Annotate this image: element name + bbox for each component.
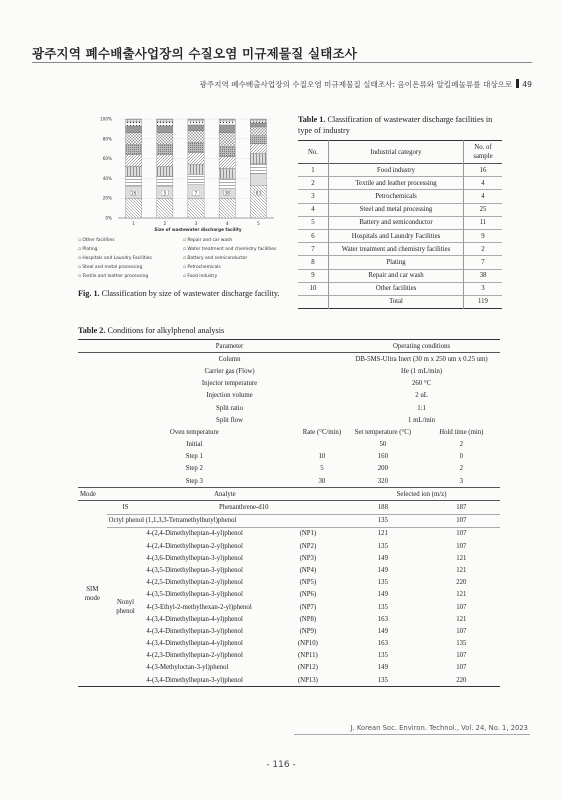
- table-2-sim-mode: SIM mode: [84, 585, 100, 602]
- legend-item: [78, 274, 183, 279]
- table-2-nonyl-compound: 4-(2,4-Dimethylheptan-2-yl)phenol: [146, 542, 243, 550]
- table-2-octyl-row: [78, 514, 500, 527]
- stacked-bar-segment: [219, 133, 235, 147]
- table-1-cell-no: 9: [311, 272, 315, 280]
- figure-1-caption: [78, 288, 288, 299]
- table-2-row: [78, 353, 500, 366]
- table-2-ion-secondary: 121: [456, 591, 467, 599]
- table-1-cell-category: Plating: [329, 256, 464, 269]
- table-2-oven-hold: 0: [459, 453, 464, 461]
- legend-item: [78, 247, 183, 252]
- table-2-caption-text: Conditions for alkylphenol analysis: [107, 326, 225, 335]
- table-2-oven-rate-header: Rate (°C/min): [302, 428, 342, 436]
- table-1-caption-label: Table 1.: [298, 115, 326, 124]
- stacked-bar-segment: [125, 155, 141, 167]
- table-1-cell-category: Other facilities: [329, 282, 464, 295]
- table-2-nonyl-code: (NP9): [299, 627, 317, 635]
- stacked-bar-segment: [188, 143, 204, 153]
- y-tick-label: 80%: [102, 136, 112, 142]
- table-2-nonyl-code: (NP8): [299, 615, 317, 623]
- table-2-ion-primary: 135: [377, 652, 388, 660]
- table-1-cell-samples: 2: [464, 243, 503, 256]
- table-2-nonyl-code: (NP5): [299, 579, 317, 587]
- y-tick-label: 100%: [100, 116, 112, 122]
- table-2-ion-secondary: 107: [456, 652, 467, 660]
- legend-item: [78, 265, 183, 270]
- table-1-caption: [298, 114, 508, 136]
- table-2-oven-step: Step 2: [185, 465, 203, 473]
- table-2-row: [78, 414, 500, 426]
- table-2-row: [78, 402, 500, 414]
- running-head-page: 49: [522, 80, 532, 89]
- table-2-is-label: IS: [122, 504, 129, 512]
- table-2-ion-secondary: 135: [456, 640, 467, 648]
- table-2-ion-secondary: 107: [456, 627, 467, 635]
- table-2-oven-header-row: [78, 426, 500, 438]
- table-2-ion-primary: 149: [377, 627, 388, 635]
- stacked-bar-segment: [188, 125, 204, 131]
- table-2-caption-label: Table 2.: [78, 326, 106, 335]
- stacked-bar-segment: [157, 119, 173, 122]
- bar-label: 83: [255, 190, 262, 196]
- table-2-header-operating: Operating conditions: [392, 342, 451, 350]
- table-1-cell-empty: [298, 295, 329, 308]
- table-1-cell-samples: 3: [464, 282, 503, 295]
- table-2-param-name: Split ratio: [216, 404, 244, 412]
- stacked-bar-segment: [219, 121, 235, 125]
- table-2-row: [78, 378, 500, 390]
- table-1-cell-samples: 4: [464, 190, 503, 203]
- table-2-ion-secondary: 220: [456, 579, 467, 587]
- table-1-cell-category: Steel and metal processing: [329, 203, 464, 216]
- table-1-row: [298, 269, 502, 282]
- x-tick-label: 4: [225, 221, 229, 226]
- table-1-cell-category: Petrochemicals: [329, 190, 464, 203]
- stacked-bar-segment: [188, 119, 204, 121]
- table-2-oven-set: 160: [377, 453, 388, 461]
- table-2-row: [78, 365, 500, 377]
- stacked-bar-segment: [250, 173, 266, 185]
- table-2-param-name: Injector temperature: [201, 380, 258, 388]
- table-1-cell-category: Hospitals and Laundry Facilities: [329, 229, 464, 242]
- bar-label: 38: [224, 190, 230, 196]
- table-1-cell-no: 8: [311, 258, 315, 266]
- table-1-cell-no: 5: [311, 219, 315, 227]
- stacked-bar-segment: [188, 153, 204, 165]
- table-2-oven-hold: 2: [459, 441, 464, 449]
- legend-marker-icon: ▫: [183, 256, 188, 261]
- table-2-nonyl-code: (NP11): [298, 652, 318, 660]
- table-2-nonyl-code: (NP7): [299, 603, 317, 611]
- table-1-cell-category: Repair and car wash: [329, 269, 464, 282]
- table-2-nonyl-code: (NP13): [297, 676, 318, 684]
- stacked-bar-segment: [125, 122, 141, 126]
- stacked-bar-segment: [125, 119, 141, 122]
- table-1-row: [298, 256, 502, 269]
- table-2-nonyl-code: (NP6): [299, 591, 317, 599]
- legend-marker-icon: ▫: [78, 256, 83, 261]
- table-2-nonyl-compound: 4-(3-Methyloctan-3-yl)phenol: [146, 664, 229, 672]
- legend-label: Repair and car wash: [187, 238, 233, 243]
- table-2-nonyl-code: (NP12): [297, 664, 318, 672]
- y-tick-label: 60%: [102, 156, 112, 162]
- table-2-ion-secondary: 107: [456, 603, 467, 611]
- legend-marker-icon: ▫: [78, 247, 83, 252]
- table-1-cell-samples: 16: [464, 164, 503, 177]
- legend-label: Petrochemicals: [187, 265, 221, 270]
- stacked-bar-segment: [157, 126, 173, 133]
- table-1-cell-no: 10: [309, 285, 317, 293]
- header-rule: [32, 62, 532, 63]
- table-2-oven-rate: 10: [318, 453, 326, 461]
- stacked-bar-segment: [125, 198, 141, 218]
- table-2-ion-secondary: 121: [456, 554, 467, 562]
- stacked-bar-segment: [219, 157, 235, 169]
- legend-item: [183, 265, 288, 270]
- table-2-ion-primary: 163: [377, 615, 388, 623]
- table-1-row: [298, 190, 502, 203]
- stacked-bar-segment: [125, 126, 141, 133]
- y-tick-label: 0%: [105, 215, 112, 221]
- footer-journal: J. Korean Soc. Environ. Technol., Vol. 24, No. 1, 2023: [350, 724, 528, 732]
- table-2-nonyl-compound: 4-(2,5-Dimethylheptan-2-yl)phenol: [146, 579, 243, 587]
- stacked-bar-segment: [188, 174, 204, 184]
- table-2-ion-secondary: 187: [456, 504, 467, 512]
- table-2-nonyl-compound: 4-(3,5-Dimethylheptan-3-yl)phenol: [146, 566, 243, 574]
- running-head: [199, 79, 532, 90]
- table-2-ion-secondary: 107: [456, 664, 467, 672]
- stacked-bar-segment: [157, 133, 173, 145]
- table-2-nonyl-compound: 4-(2,3-Dimethylheptan-2-yl)phenol: [146, 652, 243, 660]
- legend-label: Hospitals and Laundry Facilities: [82, 256, 152, 261]
- stacked-bar-segment: [250, 136, 266, 144]
- table-2-ion-secondary: 121: [456, 566, 467, 574]
- table-1-row: [298, 164, 502, 177]
- table-2-param-value: 1 mL/min: [408, 416, 436, 424]
- x-tick-label: 1: [132, 221, 135, 226]
- figure-1-legend: [78, 238, 288, 279]
- table-2-param-name: Carrier gas (Flow): [204, 367, 255, 375]
- table-1-cell-no: 6: [311, 232, 315, 240]
- table-2-row: [78, 451, 500, 463]
- legend-label: Steel and metal processing: [82, 265, 143, 270]
- table-2-ion-primary: 149: [377, 566, 388, 574]
- table-2-oven-rate: 5: [320, 465, 324, 473]
- stacked-bar-segment: [188, 165, 204, 175]
- stacked-bar-segment: [250, 121, 266, 123]
- table-2-is-name: Phenanthrene-d10: [219, 504, 269, 512]
- table-2-nonyl-compound: 4-(3,5-Dimethylheptan-3-yl)phenol: [146, 591, 243, 599]
- table-2-ion-primary: 121: [343, 527, 423, 540]
- x-tick-label: 2: [163, 221, 167, 226]
- y-tick-label: 40%: [102, 175, 112, 181]
- bar-label: 16: [130, 190, 137, 196]
- table-1-row: [298, 203, 502, 216]
- table-1-cell-samples: 9: [464, 229, 503, 242]
- table-2-nonyl-compound: 4-(3,4-Dimethylheptan-3-yl)phenol: [146, 627, 243, 635]
- stacked-bar-segment: [250, 123, 266, 127]
- legend-item: [78, 256, 183, 261]
- table-2-header-row: [78, 340, 500, 353]
- table-2-param-name: Injection volume: [206, 392, 253, 400]
- table-1-header-no: No.: [307, 148, 318, 156]
- y-tick-label: 20%: [102, 195, 112, 201]
- stacked-bar-segment: [219, 147, 235, 157]
- legend-label: Water treatment and chemistry facilities: [187, 247, 277, 252]
- stacked-bar-segment: [250, 144, 266, 154]
- table-2-oven-set: 320: [377, 477, 388, 485]
- table-2-ion-primary: 163: [377, 640, 388, 648]
- stacked-bar-segment: [125, 145, 141, 155]
- table-1-header-category: Industrial category: [329, 141, 464, 164]
- table-2-ion-secondary: 107: [423, 514, 500, 527]
- table-2-nonyl-compound: 4-(3,4-Dimethylheptan-3-yl)phenol: [146, 676, 243, 684]
- journal-title: 광주지역 폐수배출사업장의 수질오염 미규제물질 실태조사: [32, 46, 358, 61]
- table-1-cell-category: Water treatment and chemistry facilities: [329, 243, 464, 256]
- table-2-header-selected-ion: Selected ion (m/z): [396, 490, 447, 498]
- figure-1-caption-text: Classification by size of wastewater discharge facility.: [101, 289, 280, 298]
- x-tick-label: 5: [257, 221, 260, 226]
- table-2-nonyl-code: (NP3): [299, 554, 317, 562]
- stacked-bar-segment: [157, 176, 173, 186]
- table-2-nonyl-compound: 4-(3-Ethyl-2-methylhexan-2-yl)phenol: [146, 603, 252, 611]
- legend-item: [78, 238, 183, 243]
- table-1-total-value: 119: [464, 295, 503, 308]
- legend-label: Food industry: [187, 274, 218, 279]
- table-1-cell-samples: 7: [464, 256, 503, 269]
- running-head-marker: [516, 79, 519, 88]
- table-2-ion-primary: 149: [377, 554, 388, 562]
- stacked-bar-segment: [125, 133, 141, 145]
- stacked-bar-segment: [188, 121, 204, 125]
- page-number: - 116 -: [266, 760, 296, 770]
- table-1-row: [298, 282, 502, 295]
- stacked-bar-segment: [188, 198, 204, 218]
- table-2-oven-hold: 3: [459, 477, 464, 485]
- table-2-ion-secondary: 107: [456, 542, 467, 550]
- table-1-cell-no: 1: [311, 166, 315, 174]
- table-2-ion-primary: 135: [377, 542, 388, 550]
- table-1-cell-category: Battery and semiconductor: [329, 216, 464, 229]
- stacked-bar-segment: [219, 178, 235, 188]
- table-2-nonyl-label: Nonyl phenol: [107, 527, 145, 686]
- table-1-cell-no: 2: [311, 179, 315, 187]
- stacked-bar-segment: [125, 167, 141, 177]
- table-2-oven-rate: 30: [318, 477, 326, 485]
- stacked-bar-segment: [250, 154, 266, 164]
- stacked-bar-segment: [250, 164, 266, 174]
- table-2-ion-primary: 188: [377, 504, 388, 512]
- table-1-cell-no: 3: [311, 192, 315, 200]
- table-2-ion-primary: 135: [377, 603, 388, 611]
- table-1-caption-text: Classification of wastewater discharge facilities in type of industry: [298, 115, 493, 135]
- table-1-total-label: Total: [329, 295, 464, 308]
- legend-marker-icon: ▫: [183, 274, 188, 279]
- table-2-nonyl-code: (NP1): [273, 527, 343, 540]
- table-1-cell-category: Food industry: [329, 164, 464, 177]
- table-2-header-parameter: Parameter: [215, 342, 244, 350]
- legend-label: Battery and semiconductor: [187, 256, 248, 261]
- legend-item: [183, 256, 288, 261]
- legend-marker-icon: ▫: [183, 238, 188, 243]
- table-2-nonyl-code: (NP4): [299, 566, 317, 574]
- table-2-row: [78, 390, 500, 402]
- table-2-param-value: He (1 mL/min): [400, 367, 443, 375]
- stacked-bar-segment: [219, 198, 235, 218]
- table-2-is-row: [78, 501, 500, 514]
- stacked-bar-segment: [219, 125, 235, 133]
- table-2-nonyl-compound: 4-(3,4-Dimethylheptan-4-yl)phenol: [146, 640, 243, 648]
- table-2-header-analyte: Analyte: [214, 490, 236, 498]
- stacked-bar-segment: [188, 131, 204, 143]
- table-2-ion-primary: 135: [377, 676, 388, 684]
- footer-rule: [294, 734, 530, 735]
- table-2-header-mode: Mode: [80, 490, 96, 498]
- legend-item: [183, 238, 288, 243]
- stacked-bar-segment: [157, 167, 173, 177]
- table-2-oven-step: Step 1: [185, 453, 203, 461]
- table-2-ion-primary: 149: [377, 664, 388, 672]
- table-1-cell-samples: 11: [464, 216, 503, 229]
- legend-marker-icon: ▫: [183, 265, 188, 270]
- x-axis-label: Size of wastewater discharge facility: [154, 227, 242, 232]
- table-2-oven-set: 50: [379, 441, 387, 449]
- table-2-nonyl-code: (NP10): [297, 640, 318, 648]
- legend-label: Textile and leather processing: [82, 274, 149, 279]
- table-2-param-value: DB-5MS-Ultra Inert (30 m x 250 um x 0.25 um): [355, 355, 488, 363]
- table-1-header-row: [298, 141, 502, 164]
- table-1-cell-samples: 4: [464, 177, 503, 190]
- table-1-cell-samples: 25: [464, 203, 503, 216]
- table-2-oven-rate: [273, 439, 343, 451]
- legend-marker-icon: ▫: [78, 274, 83, 279]
- table-2-param-name: Column: [218, 355, 241, 363]
- table-2-param-name: Split flow: [216, 416, 244, 424]
- figure-1-caption-label: Fig. 1.: [78, 289, 100, 298]
- table-2-param-value: 1:1: [417, 404, 426, 412]
- table-1-row: [298, 243, 502, 256]
- table-2-ion-primary: 149: [377, 591, 388, 599]
- table-2-ion-primary: 135: [377, 579, 388, 587]
- table-2-param-value: 2 uL: [415, 392, 428, 400]
- stacked-bar-segment: [219, 169, 235, 179]
- stacked-bar-segment: [250, 127, 266, 136]
- table-2-oven-set: 200: [377, 465, 388, 473]
- table-2-oven-hold: 2: [459, 465, 464, 473]
- table-2-nonyl-compound: 4-(2,4-Dimethylheptan-4-yl)phenol: [144, 527, 272, 540]
- table-1-row: [298, 177, 502, 190]
- bar-label: 5: [163, 190, 167, 196]
- table-2-oven-hold-header: Hold time (min): [439, 428, 484, 436]
- legend-label: Plating: [82, 247, 98, 252]
- stacked-bar-segment: [157, 198, 173, 218]
- table-1-total-row: [298, 295, 502, 308]
- table-2-oven-step: Initial: [186, 441, 203, 449]
- table-2-nonyl-compound: 4-(3,4-Dimethylheptan-4-yl)phenol: [146, 615, 243, 623]
- table-1-cell-category: Textile and leather processing: [329, 177, 464, 190]
- table-2-octyl-name: Octyl phenol (1,1,3,3-Tetramethylbutyl)phenol: [107, 514, 343, 527]
- table-2-nonyl-row: [78, 527, 500, 540]
- legend-item: [183, 247, 288, 252]
- table-1-cell-no: 4: [311, 206, 315, 214]
- table-2-ion-secondary: 220: [456, 676, 467, 684]
- table-2-ion-secondary: 107: [423, 527, 500, 540]
- table-2-caption: [78, 326, 224, 335]
- table-1-row: [298, 216, 502, 229]
- table-2-oven-set-header: Set temperature (°C): [354, 428, 412, 436]
- table-2-ion-secondary: 121: [456, 615, 467, 623]
- table-2-analyte-header-row: [78, 488, 500, 501]
- table-2-row: [78, 475, 500, 488]
- legend-item: [183, 274, 288, 279]
- stacked-bar-segment: [157, 122, 173, 126]
- table-2: [78, 339, 500, 687]
- stacked-bar-segment: [219, 119, 235, 121]
- table-1-row: [298, 229, 502, 242]
- legend-marker-icon: ▫: [78, 265, 83, 270]
- table-1-header-samples: No. of sample: [464, 141, 503, 164]
- table-2-row: [78, 463, 500, 475]
- stacked-bar-segment: [125, 176, 141, 186]
- stacked-bar-segment: [250, 119, 266, 121]
- stacked-bar-segment: [157, 155, 173, 167]
- legend-marker-icon: ▫: [78, 238, 83, 243]
- legend-marker-icon: ▫: [183, 247, 188, 252]
- table-2-oven-step: Step 3: [185, 477, 203, 485]
- x-tick-label: 3: [194, 221, 198, 226]
- bar-label: 7: [194, 190, 198, 196]
- table-1: [298, 140, 502, 309]
- table-2-oven-label: Oven temperature: [169, 428, 219, 436]
- table-2-nonyl-compound: 4-(3,6-Dimethylheptan-3-yl)phenol: [146, 554, 243, 562]
- table-2-ion-primary: 135: [343, 514, 423, 527]
- running-head-text: 광주지역 폐수배출사업장의 수질오염 미규제물질 실태조사: 옴이온류와 알킬페놀류를 대상으로: [199, 80, 513, 89]
- table-1-cell-no: 7: [311, 245, 315, 253]
- stacked-bar-segment: [157, 145, 173, 155]
- table-2-param-value: 260 °C: [411, 380, 432, 388]
- table-2-row: [78, 439, 500, 451]
- table-2-nonyl-code: (NP2): [299, 542, 317, 550]
- legend-label: Other facilities: [82, 238, 115, 243]
- table-1-cell-samples: 38: [464, 269, 503, 282]
